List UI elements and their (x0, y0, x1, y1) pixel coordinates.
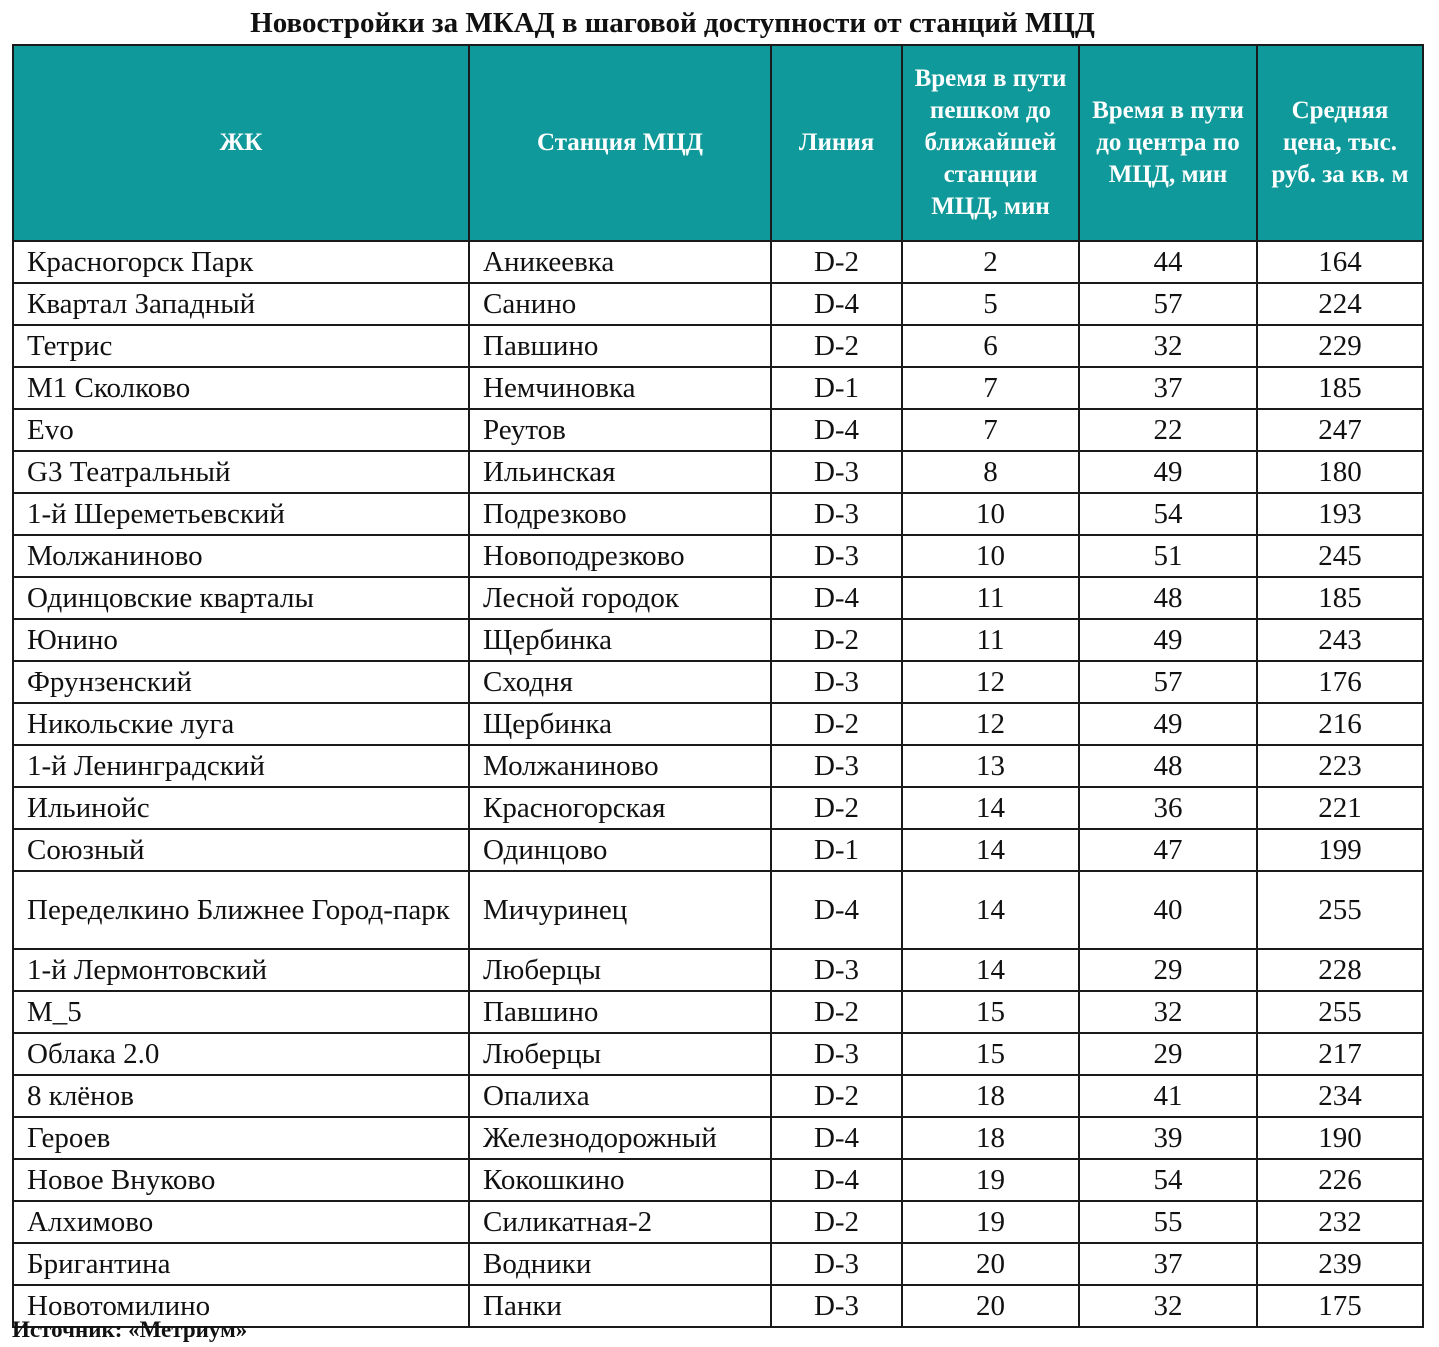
cell-avg-price: 239 (1257, 1243, 1423, 1285)
cell-complex: М_5 (13, 991, 469, 1033)
cell-complex: Новое Внуково (13, 1159, 469, 1201)
cell-complex: 8 клёнов (13, 1075, 469, 1117)
cell-avg-price: 176 (1257, 661, 1423, 703)
cell-complex: 1-й Шереметьевский (13, 493, 469, 535)
table-body (13, 241, 1423, 1327)
table-row (13, 745, 1423, 787)
table-row (13, 535, 1423, 577)
table-row (13, 1159, 1423, 1201)
table-row (13, 1117, 1423, 1159)
cell-avg-price: 245 (1257, 535, 1423, 577)
cell-line: D-4 (771, 577, 902, 619)
cell-avg-price: 164 (1257, 241, 1423, 283)
cell-complex: Бригантина (13, 1243, 469, 1285)
cell-station: Немчиновка (469, 367, 771, 409)
cell-walk-time: 14 (902, 787, 1079, 829)
cell-center-time: 54 (1079, 1159, 1257, 1201)
cell-complex: Никольские луга (13, 703, 469, 745)
housing-table (12, 44, 1424, 1328)
cell-walk-time: 18 (902, 1075, 1079, 1117)
table-row (13, 493, 1423, 535)
cell-center-time: 22 (1079, 409, 1257, 451)
cell-station: Панки (469, 1285, 771, 1327)
header-center-time: Время в пути до центра по МЦД, мин (1079, 45, 1257, 241)
cell-avg-price: 216 (1257, 703, 1423, 745)
cell-complex: Фрунзенский (13, 661, 469, 703)
cell-avg-price: 226 (1257, 1159, 1423, 1201)
cell-station: Красногорская (469, 787, 771, 829)
cell-avg-price: 175 (1257, 1285, 1423, 1327)
cell-complex: 1-й Лермонтовский (13, 949, 469, 991)
cell-complex: Ильинойс (13, 787, 469, 829)
cell-center-time: 36 (1079, 787, 1257, 829)
cell-line: D-3 (771, 661, 902, 703)
cell-station: Железнодорожный (469, 1117, 771, 1159)
cell-avg-price: 243 (1257, 619, 1423, 661)
cell-avg-price: 190 (1257, 1117, 1423, 1159)
page-title: Новостройки за МКАД в шаговой доступности от станций МЦД (250, 7, 1095, 39)
cell-station: Водники (469, 1243, 771, 1285)
cell-line: D-2 (771, 1201, 902, 1243)
cell-center-time: 49 (1079, 619, 1257, 661)
cell-avg-price: 180 (1257, 451, 1423, 493)
cell-center-time: 49 (1079, 451, 1257, 493)
cell-complex: Переделкино Ближнее Город-парк (13, 871, 469, 949)
cell-walk-time: 12 (902, 661, 1079, 703)
cell-avg-price: 185 (1257, 577, 1423, 619)
cell-line: D-1 (771, 367, 902, 409)
cell-complex: Молжаниново (13, 535, 469, 577)
cell-station: Кокошкино (469, 1159, 771, 1201)
table-row (13, 1075, 1423, 1117)
header-row (13, 45, 1423, 241)
table-row (13, 409, 1423, 451)
cell-complex: Новотомилино (13, 1285, 469, 1327)
cell-line: D-3 (771, 949, 902, 991)
cell-avg-price: 193 (1257, 493, 1423, 535)
cell-center-time: 32 (1079, 991, 1257, 1033)
cell-complex: Тетрис (13, 325, 469, 367)
cell-walk-time: 10 (902, 535, 1079, 577)
cell-station: Одинцово (469, 829, 771, 871)
cell-walk-time: 14 (902, 829, 1079, 871)
cell-station: Санино (469, 283, 771, 325)
cell-avg-price: 185 (1257, 367, 1423, 409)
table-row (13, 1243, 1423, 1285)
cell-avg-price: 221 (1257, 787, 1423, 829)
table-row (13, 829, 1423, 871)
cell-station: Щербинка (469, 619, 771, 661)
cell-station: Сходня (469, 661, 771, 703)
cell-avg-price: 234 (1257, 1075, 1423, 1117)
cell-line: D-3 (771, 451, 902, 493)
cell-center-time: 37 (1079, 367, 1257, 409)
table-row (13, 367, 1423, 409)
cell-walk-time: 7 (902, 367, 1079, 409)
table-row (13, 703, 1423, 745)
cell-complex: Облака 2.0 (13, 1033, 469, 1075)
cell-station: Ильинская (469, 451, 771, 493)
cell-center-time: 47 (1079, 829, 1257, 871)
cell-complex: М1 Сколково (13, 367, 469, 409)
cell-center-time: 57 (1079, 283, 1257, 325)
cell-center-time: 44 (1079, 241, 1257, 283)
cell-line: D-4 (771, 1117, 902, 1159)
cell-station: Новоподрезково (469, 535, 771, 577)
table-row (13, 787, 1423, 829)
cell-line: D-2 (771, 619, 902, 661)
cell-walk-time: 5 (902, 283, 1079, 325)
cell-center-time: 32 (1079, 325, 1257, 367)
table-row (13, 1201, 1423, 1243)
header-complex: ЖК (13, 45, 469, 241)
table-row (13, 949, 1423, 991)
cell-complex: Союзный (13, 829, 469, 871)
cell-walk-time: 19 (902, 1201, 1079, 1243)
cell-station: Опалиха (469, 1075, 771, 1117)
cell-station: Аникеевка (469, 241, 771, 283)
cell-center-time: 49 (1079, 703, 1257, 745)
cell-avg-price: 224 (1257, 283, 1423, 325)
header-station: Станция МЦД (469, 45, 771, 241)
cell-walk-time: 14 (902, 949, 1079, 991)
cell-avg-price: 255 (1257, 871, 1423, 949)
cell-walk-time: 13 (902, 745, 1079, 787)
cell-line: D-4 (771, 283, 902, 325)
cell-station: Щербинка (469, 703, 771, 745)
cell-station: Реутов (469, 409, 771, 451)
cell-line: D-3 (771, 1285, 902, 1327)
table-row (13, 991, 1423, 1033)
header-avg-price: Средняя цена, тыс. руб. за кв. м (1257, 45, 1423, 241)
table-row (13, 451, 1423, 493)
cell-center-time: 32 (1079, 1285, 1257, 1327)
cell-center-time: 54 (1079, 493, 1257, 535)
cell-avg-price: 229 (1257, 325, 1423, 367)
cell-complex: Одинцовские кварталы (13, 577, 469, 619)
cell-walk-time: 18 (902, 1117, 1079, 1159)
table-row (13, 241, 1423, 283)
cell-walk-time: 8 (902, 451, 1079, 493)
cell-complex: G3 Театральный (13, 451, 469, 493)
cell-complex: Evo (13, 409, 469, 451)
table-header (13, 45, 1423, 241)
cell-station: Люберцы (469, 1033, 771, 1075)
cell-avg-price: 199 (1257, 829, 1423, 871)
cell-station: Люберцы (469, 949, 771, 991)
cell-avg-price: 223 (1257, 745, 1423, 787)
cell-walk-time: 6 (902, 325, 1079, 367)
header-walk-time: Время в пути пешком до ближайшей станции МЦД, мин (902, 45, 1079, 241)
cell-line: D-2 (771, 991, 902, 1033)
table-row (13, 283, 1423, 325)
cell-station: Подрезково (469, 493, 771, 535)
table-row (13, 1033, 1423, 1075)
cell-line: D-2 (771, 787, 902, 829)
cell-complex: Алхимово (13, 1201, 469, 1243)
cell-walk-time: 12 (902, 703, 1079, 745)
cell-walk-time: 15 (902, 991, 1079, 1033)
cell-line: D-3 (771, 1243, 902, 1285)
cell-line: D-3 (771, 745, 902, 787)
cell-avg-price: 228 (1257, 949, 1423, 991)
cell-line: D-3 (771, 535, 902, 577)
cell-center-time: 48 (1079, 745, 1257, 787)
cell-line: D-3 (771, 1033, 902, 1075)
cell-walk-time: 11 (902, 619, 1079, 661)
cell-walk-time: 14 (902, 871, 1079, 949)
source-note: Источник: «Метриум» (12, 1317, 248, 1342)
cell-line: D-2 (771, 703, 902, 745)
cell-center-time: 37 (1079, 1243, 1257, 1285)
cell-walk-time: 2 (902, 241, 1079, 283)
cell-avg-price: 232 (1257, 1201, 1423, 1243)
cell-line: D-1 (771, 829, 902, 871)
cell-center-time: 55 (1079, 1201, 1257, 1243)
cell-center-time: 29 (1079, 949, 1257, 991)
cell-center-time: 57 (1079, 661, 1257, 703)
cell-center-time: 40 (1079, 871, 1257, 949)
cell-center-time: 39 (1079, 1117, 1257, 1159)
cell-walk-time: 20 (902, 1243, 1079, 1285)
cell-line: D-2 (771, 325, 902, 367)
cell-walk-time: 20 (902, 1285, 1079, 1327)
cell-complex: Героев (13, 1117, 469, 1159)
cell-station: Лесной городок (469, 577, 771, 619)
table-row (13, 325, 1423, 367)
cell-center-time: 41 (1079, 1075, 1257, 1117)
header-line: Линия (771, 45, 902, 241)
cell-complex: 1-й Ленинградский (13, 745, 469, 787)
cell-avg-price: 255 (1257, 991, 1423, 1033)
cell-walk-time: 11 (902, 577, 1079, 619)
cell-line: D-4 (771, 1159, 902, 1201)
table-row (13, 619, 1423, 661)
cell-complex: Квартал Западный (13, 283, 469, 325)
cell-center-time: 51 (1079, 535, 1257, 577)
cell-avg-price: 247 (1257, 409, 1423, 451)
cell-station: Молжаниново (469, 745, 771, 787)
cell-line: D-3 (771, 493, 902, 535)
cell-station: Павшино (469, 325, 771, 367)
cell-walk-time: 19 (902, 1159, 1079, 1201)
cell-complex: Юнино (13, 619, 469, 661)
cell-walk-time: 15 (902, 1033, 1079, 1075)
cell-line: D-4 (771, 871, 902, 949)
cell-line: D-2 (771, 1075, 902, 1117)
cell-station: Силикатная-2 (469, 1201, 771, 1243)
cell-avg-price: 217 (1257, 1033, 1423, 1075)
table-row (13, 871, 1423, 949)
table-row (13, 577, 1423, 619)
cell-line: D-4 (771, 409, 902, 451)
table-row (13, 661, 1423, 703)
cell-walk-time: 10 (902, 493, 1079, 535)
cell-station: Мичуринец (469, 871, 771, 949)
cell-walk-time: 7 (902, 409, 1079, 451)
cell-center-time: 48 (1079, 577, 1257, 619)
cell-complex: Красногорск Парк (13, 241, 469, 283)
cell-line: D-2 (771, 241, 902, 283)
cell-station: Павшино (469, 991, 771, 1033)
cell-center-time: 29 (1079, 1033, 1257, 1075)
